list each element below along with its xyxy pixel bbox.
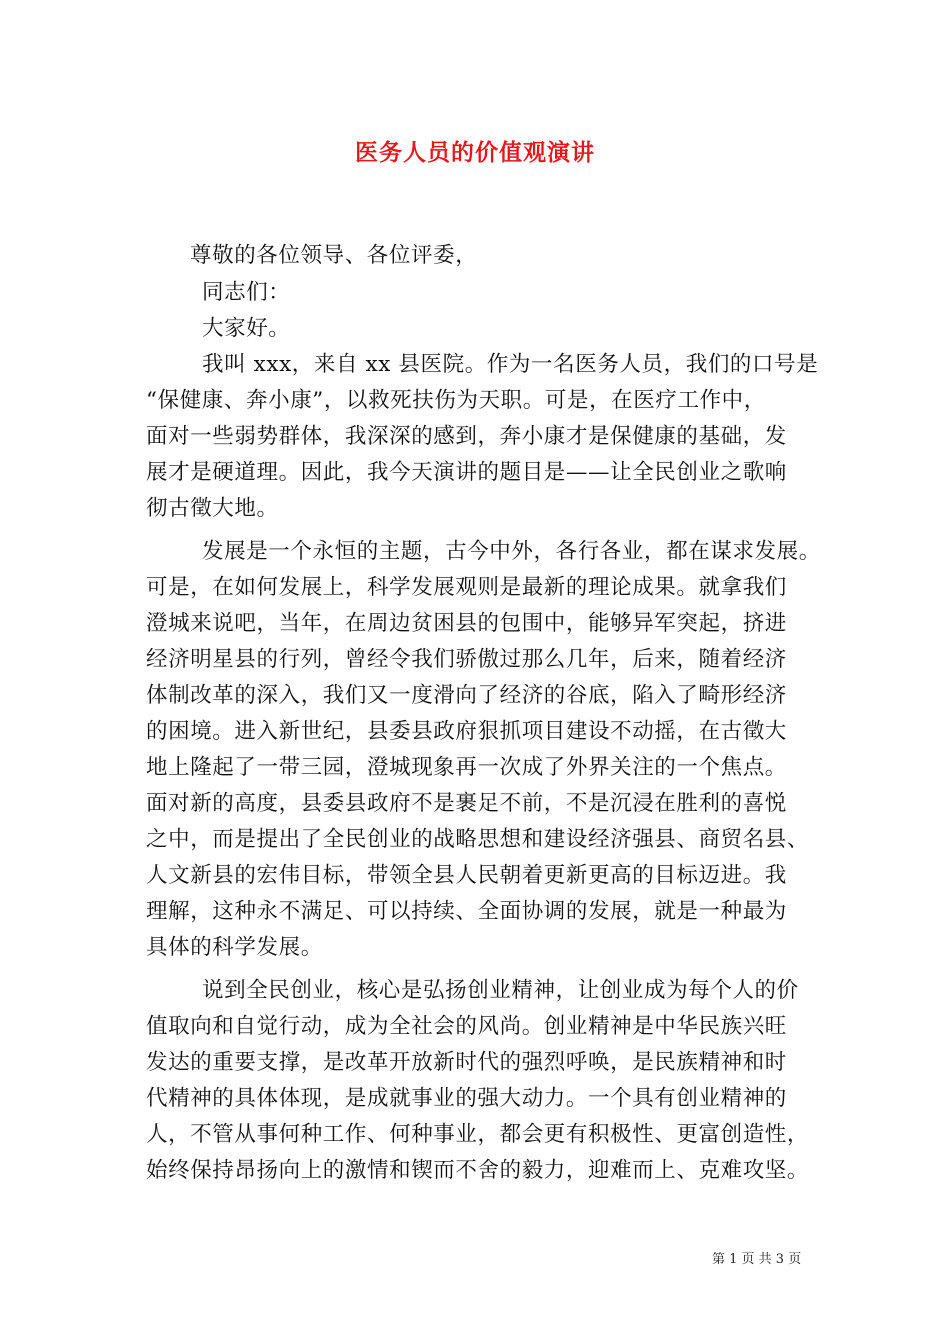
paragraph-line: 彻古徵大地。 (146, 496, 279, 521)
paragraph-line: 澄城来说吧，当年，在周边贫困县的包围中，能够异军突起，挤进 (146, 611, 787, 636)
paragraph-line: 发展是一个永恒的主题，古今中外，各行各业，都在谋求发展。 (202, 539, 821, 564)
paragraph-line: 展才是硬道理。因此，我今天演讲的题目是——让全民创业之歌响 (146, 460, 787, 485)
paragraph-line: 可是，在如何发展上，科学发展观则是最新的理论成果。就拿我们 (146, 575, 787, 600)
paragraph-line: 经济明星县的行列，曾经令我们骄傲过那么几年，后来，随着经济 (146, 647, 787, 672)
paragraph-line: 我叫 xxx，来自 xx 县医院。作为一名医务人员，我们的口号是 (202, 352, 819, 377)
page-number-footer: 第 1 页 共 3 页 (712, 1252, 802, 1267)
paragraph-line: 说到全民创业，核心是弘扬创业精神，让创业成为每个人的价 (202, 978, 799, 1003)
paragraph-line: 发达的重要支撑，是改革开放新时代的强烈呼唤，是民族精神和时 (146, 1050, 787, 1075)
paragraph-line: 面对一些弱势群体，我深深的感到，奔小康才是保健康的基础，发 (146, 424, 787, 449)
paragraph-line: 理解，这种永不满足、可以持续、全面协调的发展，就是一种最为 (146, 899, 787, 924)
paragraph-line: 之中，而是提出了全民创业的战略思想和建设经济强县、商贸名县、 (146, 827, 810, 852)
paragraph-line: 人文新县的宏伟目标，带领全县人民朝着更新更高的目标迈进。我 (146, 863, 787, 888)
paragraph-line: “保健康、奔小康”，以救死扶伤为天职。可是，在医疗工作中， (146, 388, 766, 413)
paragraph-line: 人，不管从事何种工作、何种事业，都会更有积极性、更富创造性， (146, 1122, 810, 1147)
salutation-line: 同志们： (202, 280, 291, 305)
paragraph-line: 面对新的高度，县委县政府不是裹足不前，不是沉浸在胜利的喜悦 (146, 791, 787, 816)
document-title: 医务人员的价值观演讲 (355, 139, 595, 166)
paragraph-line: 始终保持昂扬向上的激情和锲而不舍的毅力，迎难而上、克难攻坚。 (146, 1158, 810, 1183)
paragraph-line: 值取向和自觉行动，成为全社会的风尚。创业精神是中华民族兴旺 (146, 1014, 787, 1039)
paragraph-line: 具体的科学发展。 (146, 935, 323, 960)
paragraph-line: 地上隆起了一带三园，澄城现象再一次成了外界关注的一个焦点。 (146, 755, 787, 780)
greeting-line: 大家好。 (202, 316, 291, 341)
salutation-line: 尊敬的各位领导、各位评委， (190, 243, 478, 268)
paragraph-line: 的困境。进入新世纪，县委县政府狠抓项目建设不动摇，在古徵大 (146, 719, 787, 744)
paragraph-line: 体制改革的深入，我们又一度滑向了经济的谷底，陷入了畸形经济 (146, 683, 787, 708)
paragraph-line: 代精神的具体体现，是成就事业的强大动力。一个具有创业精神的 (146, 1086, 787, 1111)
